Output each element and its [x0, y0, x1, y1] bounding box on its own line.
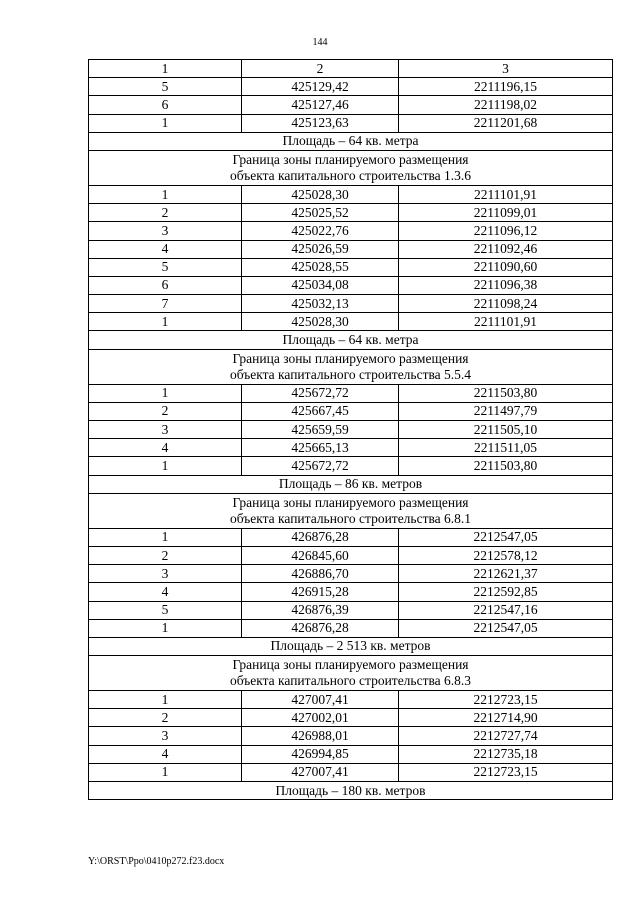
point-number-cell: 4	[89, 240, 242, 258]
table-row	[89, 691, 613, 709]
y-coordinate-cell: 2212547,05	[399, 619, 613, 637]
x-coordinate-cell: 426988,01	[242, 727, 399, 745]
x-coordinate-cell: 426876,28	[242, 528, 399, 546]
table-row	[89, 546, 613, 564]
footer-file-path: Y:\ORST\Ppo\0410p272.f23.docx	[88, 856, 225, 867]
point-number-cell: 5	[89, 258, 242, 276]
table-row	[89, 619, 613, 637]
section-title-line: Граница зоны планируемого размещения	[232, 494, 469, 510]
point-number-cell: 1	[89, 619, 242, 637]
point-number-cell: 6	[89, 96, 242, 114]
table-row	[89, 295, 613, 313]
point-number-cell: 1	[89, 384, 242, 402]
area-row	[89, 331, 613, 349]
section-title-row	[89, 150, 613, 185]
point-number-cell: 5	[89, 601, 242, 619]
section-title-row	[89, 349, 613, 384]
table-row	[89, 528, 613, 546]
y-coordinate-cell: 2212547,05	[399, 528, 613, 546]
point-number-cell: 3	[89, 222, 242, 240]
table-row	[89, 402, 613, 420]
x-coordinate-cell: 426994,85	[242, 745, 399, 763]
section-title-line: Граница зоны планируемого размещения	[232, 350, 469, 366]
table-row	[89, 745, 613, 763]
section-title	[89, 656, 613, 691]
y-coordinate-cell: 2211503,80	[399, 384, 613, 402]
coordinates-table	[88, 59, 613, 800]
table-row	[89, 114, 613, 132]
table-row	[89, 601, 613, 619]
table-row	[89, 185, 613, 203]
y-coordinate-cell: 2212723,15	[399, 763, 613, 781]
header-row	[89, 60, 613, 78]
y-coordinate-cell: 2211505,10	[399, 421, 613, 439]
x-coordinate-cell: 425127,46	[242, 96, 399, 114]
x-coordinate-cell: 425667,45	[242, 402, 399, 420]
x-coordinate-cell: 426876,39	[242, 601, 399, 619]
point-number-cell: 6	[89, 276, 242, 294]
point-number-cell: 1	[89, 313, 242, 331]
x-coordinate-cell: 425026,59	[242, 240, 399, 258]
table-row	[89, 565, 613, 583]
page-number: 144	[312, 37, 328, 48]
area-row	[89, 782, 613, 800]
section-title	[89, 493, 613, 528]
x-coordinate-cell: 425032,13	[242, 295, 399, 313]
y-coordinate-cell: 2211096,12	[399, 222, 613, 240]
section-title-line: Граница зоны планируемого размещения	[232, 151, 469, 167]
section-title-line: объекта капитального строительства 1.3.6	[229, 167, 472, 183]
y-coordinate-cell: 2211497,79	[399, 402, 613, 420]
x-coordinate-cell: 427002,01	[242, 709, 399, 727]
x-coordinate-cell: 425129,42	[242, 78, 399, 96]
section-title	[89, 349, 613, 384]
x-coordinate-cell: 425034,08	[242, 276, 399, 294]
table-row	[89, 421, 613, 439]
point-number-cell: 3	[89, 421, 242, 439]
section-title-row	[89, 656, 613, 691]
x-coordinate-cell: 425672,72	[242, 457, 399, 475]
y-coordinate-cell: 2211099,01	[399, 204, 613, 222]
y-coordinate-cell: 2212727,74	[399, 727, 613, 745]
area-cell: Площадь – 2 513 кв. метров	[89, 637, 613, 655]
y-coordinate-cell: 2211503,80	[399, 457, 613, 475]
x-coordinate-cell: 427007,41	[242, 691, 399, 709]
point-number-cell: 2	[89, 709, 242, 727]
x-coordinate-cell: 425659,59	[242, 421, 399, 439]
x-coordinate-cell: 425123,63	[242, 114, 399, 132]
y-coordinate-cell: 2211511,05	[399, 439, 613, 457]
section-title	[89, 150, 613, 185]
area-cell: Площадь – 64 кв. метра	[89, 331, 613, 349]
area-row	[89, 475, 613, 493]
y-coordinate-cell: 2211101,91	[399, 185, 613, 203]
point-number-cell: 2	[89, 402, 242, 420]
x-coordinate-cell: 426915,28	[242, 583, 399, 601]
x-coordinate-cell: 427007,41	[242, 763, 399, 781]
y-coordinate-cell: 2211196,15	[399, 78, 613, 96]
x-coordinate-cell: 426845,60	[242, 546, 399, 564]
table-row	[89, 727, 613, 745]
table-row	[89, 276, 613, 294]
table-row	[89, 78, 613, 96]
y-coordinate-cell: 2211101,91	[399, 313, 613, 331]
section-title-row	[89, 493, 613, 528]
x-coordinate-cell: 425028,30	[242, 185, 399, 203]
section-title-line: объекта капитального строительства 6.8.1	[229, 510, 472, 526]
y-coordinate-cell: 2212714,90	[399, 709, 613, 727]
area-cell: Площадь – 64 кв. метра	[89, 132, 613, 150]
table-row	[89, 763, 613, 781]
x-coordinate-cell: 425028,55	[242, 258, 399, 276]
point-number-cell: 4	[89, 439, 242, 457]
area-row	[89, 637, 613, 655]
x-coordinate-cell: 425028,30	[242, 313, 399, 331]
y-coordinate-cell: 2212621,37	[399, 565, 613, 583]
section-title-line: объекта капитального строительства 5.5.4	[229, 366, 472, 382]
header-cell-point: 1	[89, 60, 242, 78]
table-row	[89, 96, 613, 114]
table-row	[89, 439, 613, 457]
y-coordinate-cell: 2211198,02	[399, 96, 613, 114]
table-row	[89, 258, 613, 276]
area-row	[89, 132, 613, 150]
point-number-cell: 3	[89, 565, 242, 583]
point-number-cell: 1	[89, 114, 242, 132]
area-cell: Площадь – 86 кв. метров	[89, 475, 613, 493]
y-coordinate-cell: 2211092,46	[399, 240, 613, 258]
y-coordinate-cell: 2211201,68	[399, 114, 613, 132]
table-row	[89, 240, 613, 258]
x-coordinate-cell: 426876,28	[242, 619, 399, 637]
y-coordinate-cell: 2212578,12	[399, 546, 613, 564]
point-number-cell: 7	[89, 295, 242, 313]
coordinates-table-body	[89, 60, 613, 800]
x-coordinate-cell: 426886,70	[242, 565, 399, 583]
table-row	[89, 583, 613, 601]
point-number-cell: 2	[89, 204, 242, 222]
table-row	[89, 709, 613, 727]
point-number-cell: 3	[89, 727, 242, 745]
table-row	[89, 384, 613, 402]
y-coordinate-cell: 2211096,38	[399, 276, 613, 294]
point-number-cell: 1	[89, 185, 242, 203]
y-coordinate-cell: 2211098,24	[399, 295, 613, 313]
x-coordinate-cell: 425672,72	[242, 384, 399, 402]
y-coordinate-cell: 2212735,18	[399, 745, 613, 763]
y-coordinate-cell: 2212547,16	[399, 601, 613, 619]
section-title-line: Граница зоны планируемого размещения	[232, 657, 469, 673]
table-row	[89, 222, 613, 240]
table-row	[89, 457, 613, 475]
point-number-cell: 1	[89, 691, 242, 709]
table-row	[89, 313, 613, 331]
point-number-cell: 5	[89, 78, 242, 96]
point-number-cell: 4	[89, 745, 242, 763]
y-coordinate-cell: 2211090,60	[399, 258, 613, 276]
point-number-cell: 1	[89, 457, 242, 475]
point-number-cell: 1	[89, 763, 242, 781]
point-number-cell: 4	[89, 583, 242, 601]
x-coordinate-cell: 425025,52	[242, 204, 399, 222]
header-cell-y: 3	[399, 60, 613, 78]
header-cell-x: 2	[242, 60, 399, 78]
x-coordinate-cell: 425022,76	[242, 222, 399, 240]
y-coordinate-cell: 2212592,85	[399, 583, 613, 601]
point-number-cell: 1	[89, 528, 242, 546]
x-coordinate-cell: 425665,13	[242, 439, 399, 457]
area-cell: Площадь – 180 кв. метров	[89, 782, 613, 800]
section-title-line: объекта капитального строительства 6.8.3	[229, 673, 472, 689]
y-coordinate-cell: 2212723,15	[399, 691, 613, 709]
table-row	[89, 204, 613, 222]
point-number-cell: 2	[89, 546, 242, 564]
